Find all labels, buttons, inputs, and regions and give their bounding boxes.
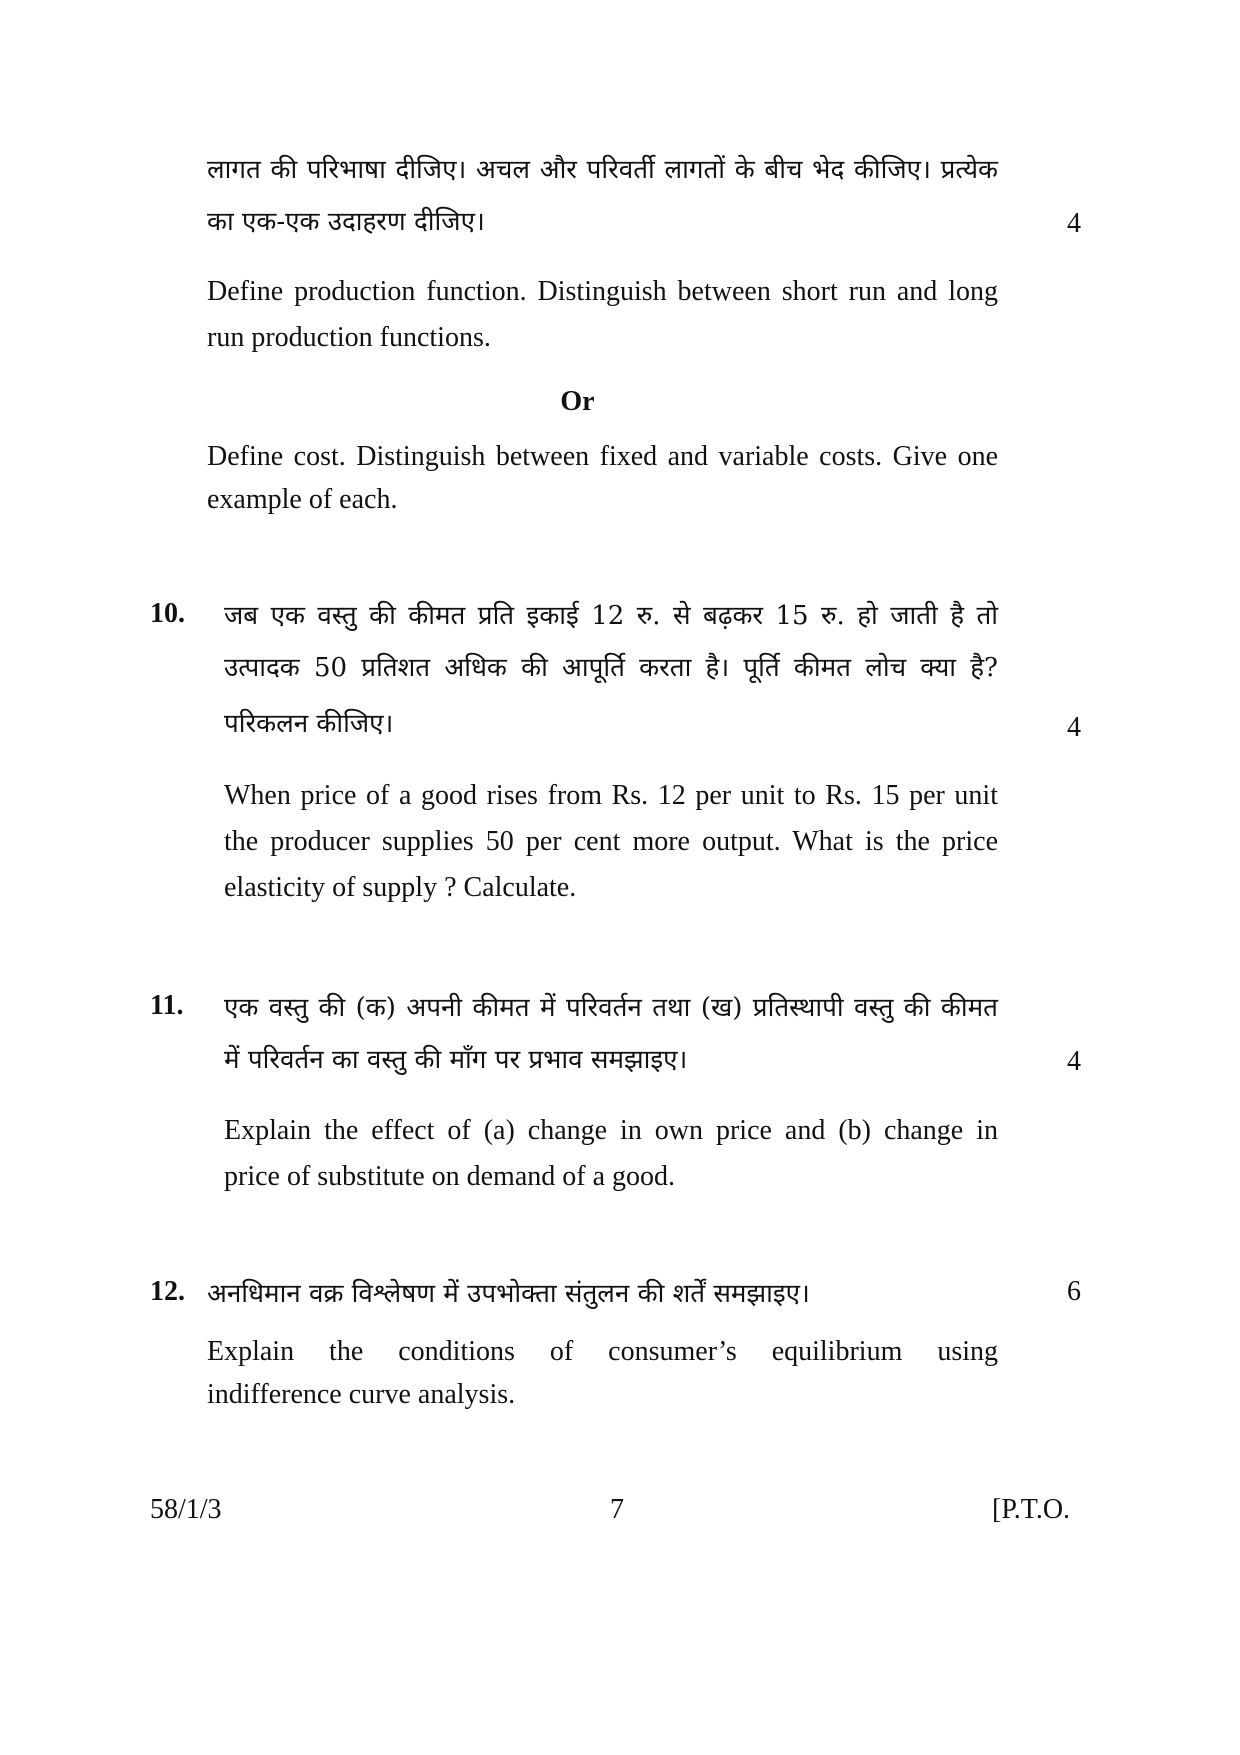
pto-label: [P.T.O.: [992, 1494, 1071, 1525]
question-number: 11.: [150, 990, 184, 1021]
english-text-line: the producer supplies 50 per cent more output. What is the price: [224, 826, 998, 857]
question-number: 12.: [150, 1276, 185, 1307]
hindi-text-line: परिकलन कीजिए।: [224, 709, 394, 739]
hindi-text-line: जब एक वस्तु की कीमत प्रति इकाई 12 रु. से बढ़कर 15 रु. हो जाती है तो: [224, 601, 998, 631]
paper-code: 58/1/3: [150, 1494, 222, 1525]
hindi-text-line: में परिवर्तन का वस्तु की माँग पर प्रभाव समझाइए।: [224, 1045, 688, 1075]
question-number: 10.: [150, 598, 185, 629]
or-separator: Or: [560, 386, 595, 417]
page-number: 7: [610, 1494, 624, 1525]
hindi-text-line: लागत की परिभाषा दीजिए। अचल और परिवर्ती लागतों के बीच भेद कीजिए। प्रत्येक: [207, 155, 998, 185]
english-text-line: Explain the conditions of consumer’s equilibrium using: [207, 1336, 998, 1367]
hindi-text-line: एक वस्तु की (क) अपनी कीमत में परिवर्तन तथा (ख) प्रतिस्थापी वस्तु की कीमत: [224, 993, 998, 1023]
english-text-line: indifference curve analysis.: [207, 1379, 516, 1410]
marks: 4: [1067, 1046, 1081, 1077]
english-text-line: Explain the effect of (a) change in own price and (b) change in: [224, 1115, 998, 1146]
marks: 4: [1067, 712, 1081, 743]
english-text-line: example of each.: [207, 484, 398, 515]
hindi-text-line: का एक-एक उदाहरण दीजिए।: [207, 207, 485, 237]
hindi-text-line: उत्पादक 50 प्रतिशत अधिक की आपूर्ति करता है। पूर्ति कीमत लोच क्या है?: [224, 653, 998, 683]
english-text-line: price of substitute on demand of a good.: [224, 1161, 676, 1192]
english-text-line: elasticity of supply ? Calculate.: [224, 872, 577, 903]
english-text-line: Define production function. Distinguish between short run and long: [207, 276, 998, 307]
english-text-line: When price of a good rises from Rs. 12 per unit to Rs. 15 per unit: [224, 780, 998, 811]
english-text-line: run production functions.: [207, 322, 491, 353]
english-text-line: Define cost. Distinguish between fixed and variable costs. Give one: [207, 441, 998, 472]
marks: 4: [1067, 208, 1081, 239]
hindi-text-line: अनधिमान वक्र विश्लेषण में उपभोक्ता संतुलन की शर्तें समझाइए।: [207, 1279, 810, 1309]
marks: 6: [1067, 1276, 1081, 1307]
